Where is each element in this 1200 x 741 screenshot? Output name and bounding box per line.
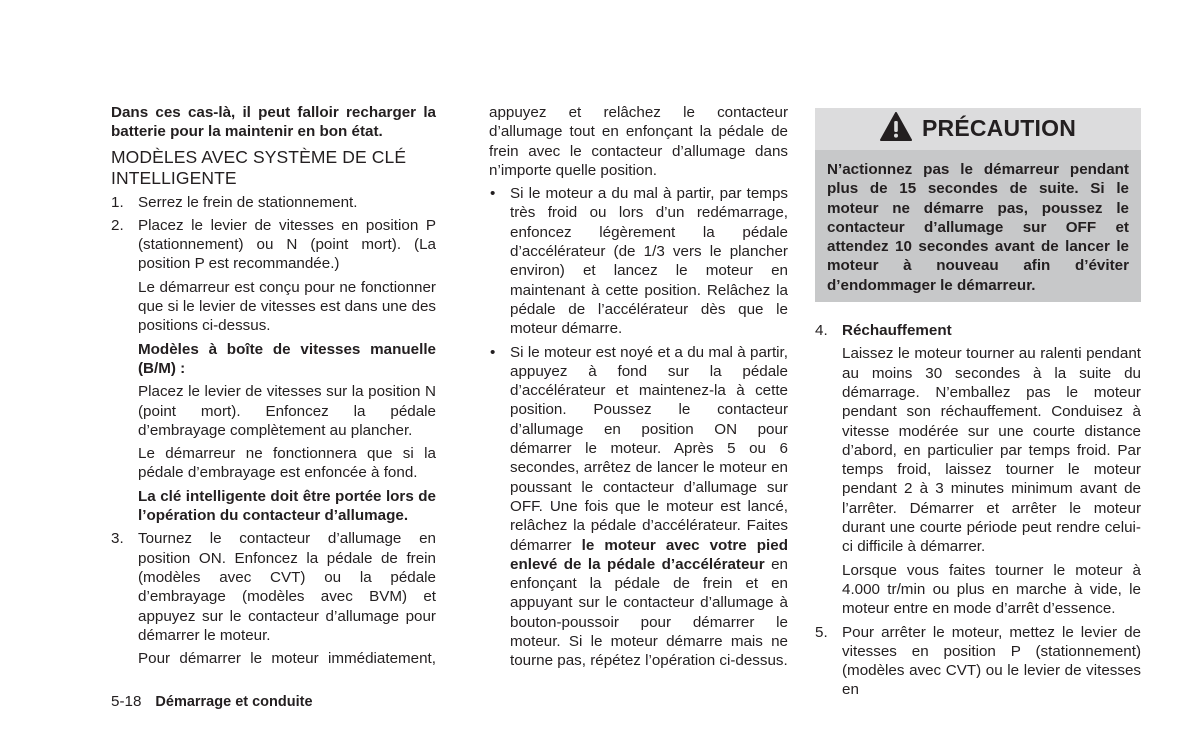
step-number: 5. bbox=[815, 623, 828, 641]
step-number: 4. bbox=[815, 322, 828, 340]
step-2 bbox=[111, 216, 436, 274]
column-right bbox=[815, 108, 1141, 700]
step-2-note: Le démarreur est conçu pour ne fonctionner que si le levier de vitesses est dans une des positions ci-dessus. bbox=[138, 278, 436, 335]
page-footer bbox=[111, 693, 313, 710]
footer-section-title: Démarrage et conduite bbox=[155, 694, 313, 710]
bullet-item-2 bbox=[489, 343, 788, 671]
bullet-text-bold: le moteur avec votre pied enlevé de la pédale d’accélérateur bbox=[510, 536, 788, 573]
page-number: 5-18 bbox=[111, 693, 142, 710]
step-4-heading bbox=[815, 321, 1141, 340]
step-1 bbox=[111, 193, 436, 212]
step-4-paragraph-2: Lorsque vous faites tourner le moteur à 4.000 tr/min ou plus en marche à vide, le moteur entre en mode d’arrêt d’essence. bbox=[842, 561, 1141, 618]
step-text: Tournez le contacteur d’allumage en position ON. Enfoncez la pédale de frein (modèles avec CVT) ou la pédale d’embrayage (modèles avec BVM) et appuyez sur le contacteur d’allumage pour démarrer le moteur. bbox=[138, 530, 436, 644]
column-middle bbox=[489, 103, 788, 671]
step-number: 1. bbox=[111, 193, 124, 211]
step-text: Serrez le frein de stationnement. bbox=[138, 193, 358, 211]
section-title: MODÈLES AVEC SYSTÈME DE CLÉ INTELLIGENTE bbox=[111, 146, 407, 188]
bullet-icon: • bbox=[490, 343, 496, 361]
manual-models-heading: Modèles à boîte de vitesses manuelle (B/M) : bbox=[138, 340, 436, 377]
manual-paragraph-2: Le démarreur ne fonctionnera que si la pédale d’embrayage est enfoncée à fond. bbox=[138, 445, 436, 482]
step-3 bbox=[111, 529, 436, 645]
caution-header bbox=[815, 108, 1141, 150]
bullet-text-a: Si le moteur est noyé et a du mal à partir, appuyez à fond sur la pédale d’accélérateur et maintenez-la à cette position. Poussez le contacteur d’allumage en position ON pour démarrer le moteur. Après 5 ou 6 secondes, arrêtez de lancer le moteur en poussant le contacteur d’allumage sur OFF. Une fois que le moteur est lancé, relâchez la pédale d’accélérateur. Faites démarrer bbox=[510, 343, 788, 554]
continued-paragraph: appuyez et relâchez le contacteur d’allumage tout en enfonçant la pédale de frein avec le contacteur d’allumage dans n’importe quelle position. bbox=[489, 104, 788, 179]
step-4-paragraph-1: Laissez le moteur tourner au ralenti pendant au moins 30 secondes à la suite du démarrage. N’emballez pas le moteur pendant son réchauffement. Conduisez à vitesse modérée sur une courte distance d’abord, en particulier par temps froid. Par temps froid, laissez tourner le moteur pendant 2 à 3 minutes minimum avant de l’arrêter. Démarrer et arrêter le moteur durant une courte période peut rendre celui-ci difficile à démarrer. bbox=[842, 345, 1141, 556]
caution-title: PRÉCAUTION bbox=[921, 115, 1077, 142]
step-3-continued: Pour démarrer le moteur immédiatement, bbox=[138, 650, 436, 668]
warning-triangle-icon bbox=[880, 112, 912, 146]
step-text: Pour arrêter le moteur, mettez le levier de vitesses en position P (stationnement) (modèles avec CVT) ou le levier de vitesses en bbox=[842, 623, 1141, 699]
step-number: 3. bbox=[111, 530, 124, 548]
step-number: 2. bbox=[111, 216, 124, 234]
bullet-text-c: en enfonçant la pédale de frein et en appuyant sur le contacteur d’allumage à bouton-poussoir pour démarrer le moteur. Si le moteur démarre mais ne tourne pas, répétez l’opération ci-dessus. bbox=[510, 555, 788, 670]
bullet-icon: • bbox=[490, 185, 496, 203]
column-left bbox=[111, 103, 436, 668]
bullet-item-1 bbox=[489, 184, 788, 338]
caution-box bbox=[815, 108, 1141, 302]
smart-key-warning: La clé intelligente doit être portée lors de l’opération du contacteur d’allumage. bbox=[138, 487, 436, 525]
step-text: Placez le levier de vitesses en position P (stationnement) ou N (point mort). (La position P est recommandée.) bbox=[138, 216, 436, 273]
manual-paragraph-1: Placez le levier de vitesses sur la position N (point mort). Enfoncez la pédale d’embrayage complètement au plancher. bbox=[138, 383, 436, 439]
step-title: Réchauffement bbox=[842, 322, 952, 340]
intro-bold-paragraph: Dans ces cas-là, il peut falloir recharger la batterie pour la maintenir en bon état. bbox=[111, 104, 436, 141]
step-5 bbox=[815, 623, 1141, 700]
bullet-text: Si le moteur a du mal à partir, par temps très froid ou lors d’un redémarrage, enfoncez légèrement la pédale d’accélérateur (de 1/3 vers le plancher environ) et lancez le moteur en maintenant à cette position. Relâchez la pédale de l’accélérateur dès que le moteur démarre. bbox=[510, 185, 788, 338]
caution-text: N’actionnez pas le démarreur pendant plus de 15 secondes de suite. Si le moteur ne démarre pas, poussez le contacteur d’allumage sur OFF et attendez 10 secondes avant de lancer le moteur à nouveau afin d’éviter d’endommager le démarreur. bbox=[815, 150, 1141, 302]
